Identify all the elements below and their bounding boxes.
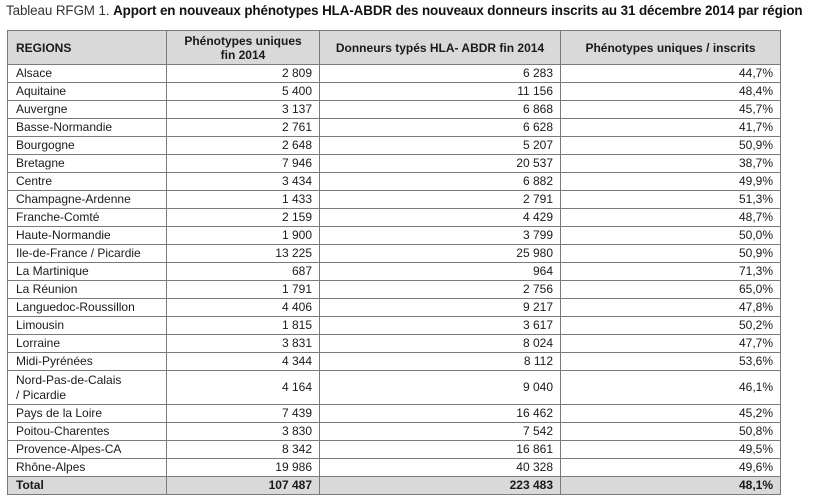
region-cell: [8, 101, 167, 119]
ratio-cell: 50,2%: [561, 317, 781, 335]
header-donors-label: Donneurs typés HLA- ABDR fin 2014: [335, 40, 545, 55]
donors-cell: 16 861: [320, 441, 561, 459]
donors-cell: 6 283: [320, 65, 561, 83]
phenotypes-cell: 2 159: [167, 209, 320, 227]
region-cell: [8, 173, 167, 191]
region-name: Basse-Normandie: [16, 120, 113, 134]
phenotypes-cell: 1 433: [167, 191, 320, 209]
donors-cell: 964: [320, 263, 561, 281]
region-cell: [8, 371, 167, 405]
ratio-cell: 48,7%: [561, 209, 781, 227]
phenotypes-cell: 7 946: [167, 155, 320, 173]
region-name: La Réunion: [16, 282, 78, 296]
phenotypes-cell: 1 815: [167, 317, 320, 335]
phenotypes-cell: 5 400: [167, 83, 320, 101]
donors-cell: 25 980: [320, 245, 561, 263]
table-row: [8, 65, 781, 83]
donors-cell: 9 217: [320, 299, 561, 317]
caption-lead: Tableau RFGM 1.: [6, 3, 110, 18]
donors-cell: 6 882: [320, 173, 561, 191]
region-cell: [8, 209, 167, 227]
phenotypes-cell: 7 439: [167, 405, 320, 423]
region-name-line2: / Picardie: [16, 387, 67, 402]
total-donors: 223 483: [320, 477, 561, 495]
table-body: [8, 65, 781, 495]
table-row: [8, 227, 781, 245]
phenotypes-cell: 4 406: [167, 299, 320, 317]
region-name: Midi-Pyrénées: [16, 354, 93, 368]
region-cell: [8, 281, 167, 299]
region-cell: [8, 405, 167, 423]
phenotypes-cell: 4 344: [167, 353, 320, 371]
ratio-cell: 71,3%: [561, 263, 781, 281]
table-row: [8, 441, 781, 459]
region-name: Aquitaine: [16, 84, 67, 98]
region-name: Haute-Normandie: [16, 228, 111, 242]
region-name: Auvergne: [16, 102, 68, 116]
donors-cell: 7 542: [320, 423, 561, 441]
table-row: [8, 299, 781, 317]
ratio-cell: 38,7%: [561, 155, 781, 173]
table-row: [8, 317, 781, 335]
region-cell: [8, 83, 167, 101]
region-cell: [8, 245, 167, 263]
ratio-cell: 50,8%: [561, 423, 781, 441]
region-name: La Martinique: [16, 264, 89, 278]
phenotypes-cell: 2 648: [167, 137, 320, 155]
table-row: [8, 209, 781, 227]
table-caption: [6, 3, 803, 18]
table-row: [8, 191, 781, 209]
table-row: [8, 137, 781, 155]
donors-cell: 40 328: [320, 459, 561, 477]
phenotypes-cell: 2 809: [167, 65, 320, 83]
region-cell: [8, 459, 167, 477]
total-row: [8, 477, 781, 495]
phenotypes-cell: 3 434: [167, 173, 320, 191]
header-regions-label: REGIONS: [16, 40, 72, 55]
phenotypes-cell: 8 342: [167, 441, 320, 459]
header-donors: [320, 31, 561, 65]
region-name: Franche-Comté: [16, 210, 100, 224]
ratio-cell: 44,7%: [561, 65, 781, 83]
region-cell: [8, 263, 167, 281]
donors-cell: 16 462: [320, 405, 561, 423]
donors-cell: 9 040: [320, 371, 561, 405]
phenotypes-cell: 1 900: [167, 227, 320, 245]
total-phenotypes: 107 487: [167, 477, 320, 495]
region-name: Lorraine: [16, 336, 61, 350]
phenotypes-cell: 3 831: [167, 335, 320, 353]
table-row: [8, 405, 781, 423]
phenotypes-cell: 2 761: [167, 119, 320, 137]
phenotypes-cell: 13 225: [167, 245, 320, 263]
region-cell: [8, 191, 167, 209]
region-name: Languedoc-Roussillon: [16, 300, 135, 314]
donors-cell: 2 756: [320, 281, 561, 299]
table-row: [8, 423, 781, 441]
ratio-cell: 49,5%: [561, 441, 781, 459]
region-cell: [8, 441, 167, 459]
donors-cell: 20 537: [320, 155, 561, 173]
phenotypes-cell: 1 791: [167, 281, 320, 299]
header-phenotypes-line2: fin 2014: [220, 47, 266, 62]
region-cell: [8, 353, 167, 371]
ratio-cell: 50,9%: [561, 245, 781, 263]
phenotypes-cell: 3 830: [167, 423, 320, 441]
region-cell: [8, 119, 167, 137]
ratio-cell: 45,2%: [561, 405, 781, 423]
region-cell: [8, 299, 167, 317]
header-ratio: [561, 31, 781, 65]
region-cell: [8, 65, 167, 83]
region-cell: [8, 227, 167, 245]
ratio-cell: 50,0%: [561, 227, 781, 245]
region-name: Ile-de-France / Picardie: [16, 246, 141, 260]
ratio-cell: 48,4%: [561, 83, 781, 101]
region-name: Bretagne: [16, 156, 65, 170]
region-name: Rhône-Alpes: [16, 460, 86, 474]
ratio-cell: 50,9%: [561, 137, 781, 155]
donors-cell: 8 112: [320, 353, 561, 371]
table-row: [8, 245, 781, 263]
table-row: [8, 353, 781, 371]
donors-cell: 11 156: [320, 83, 561, 101]
ratio-cell: 47,7%: [561, 335, 781, 353]
region-cell: [8, 423, 167, 441]
regions-table: [7, 30, 781, 495]
ratio-cell: 51,3%: [561, 191, 781, 209]
total-label: Total: [8, 477, 167, 495]
ratio-cell: 65,0%: [561, 281, 781, 299]
phenotypes-cell: 4 164: [167, 371, 320, 405]
table-row: [8, 371, 781, 405]
ratio-cell: 41,7%: [561, 119, 781, 137]
donors-cell: 4 429: [320, 209, 561, 227]
donors-cell: 3 799: [320, 227, 561, 245]
table-row: [8, 263, 781, 281]
region-cell: [8, 155, 167, 173]
table-row: [8, 155, 781, 173]
ratio-cell: 49,9%: [561, 173, 781, 191]
caption-text: Apport en nouveaux phénotypes HLA-ABDR des nouveaux donneurs inscrits au 31 décembre 2014 par région: [113, 3, 803, 18]
table-row: [8, 281, 781, 299]
donors-cell: 8 024: [320, 335, 561, 353]
header-ratio-label: Phénotypes uniques / inscrits: [585, 40, 756, 55]
donors-cell: 6 868: [320, 101, 561, 119]
table-row: [8, 173, 781, 191]
phenotypes-cell: 3 137: [167, 101, 320, 119]
table-row: [8, 101, 781, 119]
region-name: Limousin: [16, 318, 65, 332]
table-row: [8, 83, 781, 101]
phenotypes-cell: 19 986: [167, 459, 320, 477]
region-name: Poitou-Charentes: [16, 424, 110, 438]
ratio-cell: 47,8%: [561, 299, 781, 317]
region-name: Centre: [16, 174, 53, 188]
header-row: [8, 31, 781, 65]
region-name: Alsace: [16, 66, 53, 80]
donors-cell: 2 791: [320, 191, 561, 209]
region-name: Champagne-Ardenne: [16, 192, 131, 206]
region-cell: [8, 335, 167, 353]
donors-cell: 5 207: [320, 137, 561, 155]
ratio-cell: 49,6%: [561, 459, 781, 477]
ratio-cell: 46,1%: [561, 371, 781, 405]
region-name: Nord-Pas-de-Calais: [16, 372, 122, 387]
ratio-cell: 45,7%: [561, 101, 781, 119]
region-cell: [8, 137, 167, 155]
table-row: [8, 459, 781, 477]
header-phenotypes-line1: Phénotypes uniques: [184, 33, 302, 48]
region-name: Pays de la Loire: [16, 406, 103, 420]
donors-cell: 3 617: [320, 317, 561, 335]
table-row: [8, 335, 781, 353]
region-name: Bourgogne: [16, 138, 75, 152]
region-name: Provence-Alpes-CA: [16, 442, 122, 456]
phenotypes-cell: 687: [167, 263, 320, 281]
ratio-cell: 53,6%: [561, 353, 781, 371]
region-cell: [8, 317, 167, 335]
table-row: [8, 119, 781, 137]
header-phenotypes: [167, 31, 320, 65]
header-regions: [8, 31, 167, 65]
total-ratio: 48,1%: [561, 477, 781, 495]
donors-cell: 6 628: [320, 119, 561, 137]
